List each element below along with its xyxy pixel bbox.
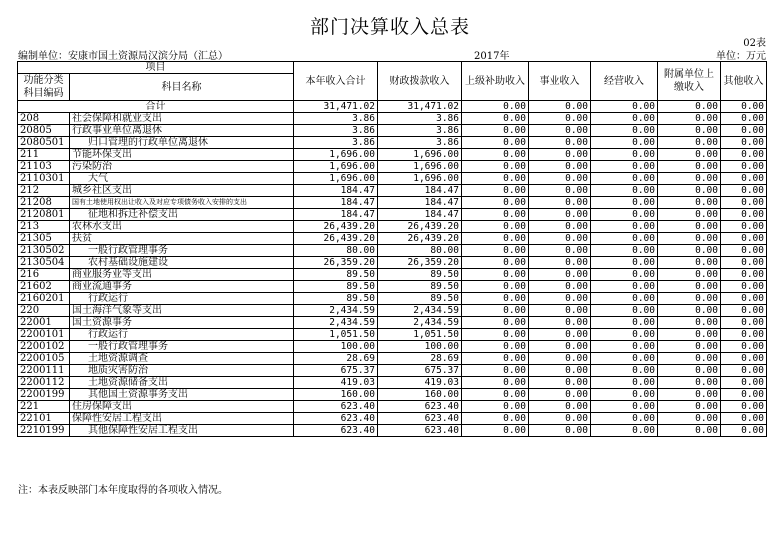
amount-cell: 1,696.00: [378, 173, 462, 185]
amount-cell: 0.00: [591, 329, 658, 341]
amount-cell: 0.00: [462, 149, 529, 161]
amount-cell: 0.00: [658, 389, 721, 401]
amount-cell: 184.47: [294, 197, 378, 209]
subject-name-cell: 其他保障性安居工程支出: [70, 425, 294, 437]
amount-cell: 623.40: [378, 413, 462, 425]
amount-cell: 160.00: [378, 389, 462, 401]
total-value: 31,471.02: [378, 101, 462, 113]
amount-cell: 0.00: [529, 245, 591, 257]
amount-cell: 0.00: [721, 401, 767, 413]
table-row: [18, 233, 767, 245]
amount-cell: 0.00: [721, 281, 767, 293]
amount-cell: 0.00: [658, 209, 721, 221]
amount-cell: 0.00: [658, 353, 721, 365]
amount-cell: 675.37: [294, 365, 378, 377]
amount-cell: 0.00: [721, 257, 767, 269]
amount-cell: 0.00: [721, 353, 767, 365]
amount-cell: 0.00: [462, 137, 529, 149]
header-row-item: [18, 62, 767, 74]
amount-cell: 0.00: [529, 209, 591, 221]
amount-cell: 184.47: [378, 185, 462, 197]
amount-cell: 0.00: [529, 317, 591, 329]
amount-cell: 0.00: [658, 221, 721, 233]
amount-cell: 0.00: [462, 425, 529, 437]
amount-cell: 0.00: [591, 413, 658, 425]
col-header-superior-subsidy: 上级补助收入: [462, 62, 529, 101]
amount-cell: 0.00: [721, 233, 767, 245]
amount-cell: 0.00: [529, 197, 591, 209]
amount-cell: 1,696.00: [294, 173, 378, 185]
amount-cell: 0.00: [462, 401, 529, 413]
subject-name-cell: 农村基础设施建设: [70, 257, 294, 269]
subject-name-cell: 归口管理的行政单位离退休: [70, 137, 294, 149]
amount-cell: 0.00: [591, 233, 658, 245]
table-row: [18, 317, 767, 329]
report-meta-line: [18, 47, 766, 60]
table-footnote: 注：本表反映部门本年度取得的各项收入情况。: [18, 485, 228, 496]
subject-name-cell: 国有土地使用权出让收入及对应专项债务收入安排的支出: [70, 197, 294, 209]
amount-cell: 0.00: [721, 389, 767, 401]
amount-cell: 0.00: [721, 113, 767, 125]
amount-cell: 623.40: [378, 401, 462, 413]
amount-cell: 3.86: [294, 125, 378, 137]
amount-cell: 3.86: [294, 137, 378, 149]
amount-cell: 0.00: [529, 221, 591, 233]
func-code-cell: 2130502: [18, 245, 70, 257]
amount-cell: 0.00: [591, 281, 658, 293]
col-header-affiliate-remittance: 附属单位上缴收入: [658, 62, 721, 101]
table-row: [18, 125, 767, 137]
amount-cell: 89.50: [378, 269, 462, 281]
amount-cell: 0.00: [658, 401, 721, 413]
reporting-unit: 编制单位：安康市国土资源局汉滨分局（汇总）: [18, 51, 228, 62]
amount-cell: 0.00: [591, 185, 658, 197]
func-code-cell: 2110301: [18, 173, 70, 185]
amount-cell: 184.47: [294, 209, 378, 221]
amount-cell: 0.00: [658, 365, 721, 377]
total-value: 31,471.02: [294, 101, 378, 113]
amount-cell: 3.86: [378, 137, 462, 149]
amount-cell: 0.00: [721, 377, 767, 389]
table-row: [18, 377, 767, 389]
subject-name-header: 科目名称: [70, 74, 294, 101]
amount-cell: 0.00: [529, 401, 591, 413]
func-code-cell: 220: [18, 305, 70, 317]
amount-cell: 0.00: [462, 113, 529, 125]
amount-cell: 1,696.00: [294, 149, 378, 161]
amount-cell: 0.00: [591, 197, 658, 209]
amount-cell: 0.00: [721, 329, 767, 341]
amount-cell: 0.00: [529, 113, 591, 125]
amount-cell: 26,439.20: [378, 233, 462, 245]
amount-cell: 0.00: [658, 185, 721, 197]
amount-cell: 89.50: [294, 281, 378, 293]
amount-cell: 623.40: [294, 425, 378, 437]
amount-cell: 0.00: [658, 269, 721, 281]
amount-cell: 0.00: [529, 353, 591, 365]
func-code-cell: 2120801: [18, 209, 70, 221]
amount-cell: 26,439.20: [294, 221, 378, 233]
amount-cell: 0.00: [529, 161, 591, 173]
amount-cell: 0.00: [529, 329, 591, 341]
func-code-cell: 2200199: [18, 389, 70, 401]
func-code-cell: 211: [18, 149, 70, 161]
func-code-cell: 212: [18, 185, 70, 197]
amount-cell: 0.00: [529, 269, 591, 281]
amount-cell: 0.00: [721, 209, 767, 221]
amount-cell: 0.00: [721, 293, 767, 305]
table-row: [18, 113, 767, 125]
total-value: 0.00: [462, 101, 529, 113]
amount-cell: 0.00: [591, 173, 658, 185]
table-row: [18, 293, 767, 305]
table-row: [18, 221, 767, 233]
amount-cell: 0.00: [658, 413, 721, 425]
amount-cell: 184.47: [294, 185, 378, 197]
table-row: [18, 353, 767, 365]
amount-cell: 0.00: [462, 221, 529, 233]
amount-cell: 0.00: [658, 113, 721, 125]
amount-cell: 419.03: [378, 377, 462, 389]
currency-unit: 单位：万元: [716, 51, 766, 62]
amount-cell: 2,434.59: [378, 305, 462, 317]
subject-name-cell: 城乡社区支出: [70, 185, 294, 197]
amount-cell: 0.00: [721, 305, 767, 317]
amount-cell: 28.69: [378, 353, 462, 365]
table-row: [18, 329, 767, 341]
func-code-cell: 2200105: [18, 353, 70, 365]
func-code-cell: 21208: [18, 197, 70, 209]
func-code-cell: 21103: [18, 161, 70, 173]
amount-cell: 0.00: [529, 425, 591, 437]
amount-cell: 0.00: [529, 233, 591, 245]
func-code-cell: 22001: [18, 317, 70, 329]
amount-cell: 0.00: [529, 137, 591, 149]
amount-cell: 0.00: [721, 137, 767, 149]
amount-cell: 0.00: [462, 377, 529, 389]
table-row: [18, 365, 767, 377]
amount-cell: 0.00: [591, 389, 658, 401]
subject-name-cell: 其他国土资源事务支出: [70, 389, 294, 401]
subject-name-cell: 征地和拆迁补偿支出: [70, 209, 294, 221]
amount-cell: 0.00: [529, 365, 591, 377]
amount-cell: 0.00: [658, 137, 721, 149]
amount-cell: 26,439.20: [378, 221, 462, 233]
form-code: 02表: [743, 38, 766, 49]
amount-cell: 0.00: [529, 185, 591, 197]
subject-name-cell: 扶贫: [70, 233, 294, 245]
amount-cell: 28.69: [294, 353, 378, 365]
amount-cell: 0.00: [462, 281, 529, 293]
amount-cell: 0.00: [658, 125, 721, 137]
subject-name-cell: 土地资源调查: [70, 353, 294, 365]
table-row: [18, 149, 767, 161]
subject-name-cell: 住房保障支出: [70, 401, 294, 413]
amount-cell: 0.00: [721, 341, 767, 353]
table-row: [18, 281, 767, 293]
amount-cell: 0.00: [658, 281, 721, 293]
amount-cell: 0.00: [591, 377, 658, 389]
amount-cell: 0.00: [462, 257, 529, 269]
col-header-business-income: 事业收入: [529, 62, 591, 101]
amount-cell: 1,051.50: [294, 329, 378, 341]
amount-cell: 0.00: [591, 305, 658, 317]
subject-name-cell: 大气: [70, 173, 294, 185]
amount-cell: 0.00: [591, 341, 658, 353]
subject-name-cell: 行政事业单位离退休: [70, 125, 294, 137]
amount-cell: 0.00: [591, 269, 658, 281]
amount-cell: 0.00: [658, 161, 721, 173]
amount-cell: 26,439.20: [294, 233, 378, 245]
col-header-total-income: 本年收入合计: [294, 62, 378, 101]
amount-cell: 0.00: [591, 137, 658, 149]
amount-cell: 0.00: [529, 377, 591, 389]
subject-name-cell: 商业服务业等支出: [70, 269, 294, 281]
amount-cell: 0.00: [591, 161, 658, 173]
amount-cell: 1,696.00: [378, 161, 462, 173]
amount-cell: 0.00: [658, 149, 721, 161]
amount-cell: 0.00: [591, 113, 658, 125]
table-row: [18, 197, 767, 209]
subject-name-cell: 商业流通事务: [70, 281, 294, 293]
subject-name-cell: 节能环保支出: [70, 149, 294, 161]
amount-cell: 0.00: [591, 401, 658, 413]
amount-cell: 623.40: [378, 425, 462, 437]
subject-name-cell: 社会保障和就业支出: [70, 113, 294, 125]
func-code-cell: 208: [18, 113, 70, 125]
amount-cell: 0.00: [658, 341, 721, 353]
amount-cell: 0.00: [462, 185, 529, 197]
subject-name-cell: 行政运行: [70, 293, 294, 305]
amount-cell: 0.00: [462, 389, 529, 401]
amount-cell: 0.00: [721, 365, 767, 377]
amount-cell: 0.00: [529, 293, 591, 305]
table-row: [18, 401, 767, 413]
report-year: 2017年: [474, 51, 510, 62]
amount-cell: 0.00: [658, 257, 721, 269]
amount-cell: 0.00: [658, 197, 721, 209]
amount-cell: 2,434.59: [294, 317, 378, 329]
amount-cell: 0.00: [591, 353, 658, 365]
amount-cell: 0.00: [591, 209, 658, 221]
amount-cell: 0.00: [591, 125, 658, 137]
table-row: [18, 341, 767, 353]
func-code-cell: 2200102: [18, 341, 70, 353]
amount-cell: 0.00: [529, 281, 591, 293]
amount-cell: 0.00: [721, 161, 767, 173]
item-header: 项目: [18, 62, 294, 74]
amount-cell: 0.00: [591, 221, 658, 233]
amount-cell: 26,359.20: [294, 257, 378, 269]
total-row: [18, 101, 767, 113]
table-row: [18, 389, 767, 401]
amount-cell: 3.86: [378, 113, 462, 125]
amount-cell: 1,696.00: [378, 149, 462, 161]
amount-cell: 0.00: [591, 317, 658, 329]
subject-name-cell: 地质灾害防治: [70, 365, 294, 377]
amount-cell: 0.00: [591, 149, 658, 161]
amount-cell: 0.00: [591, 425, 658, 437]
func-code-cell: 21305: [18, 233, 70, 245]
amount-cell: 0.00: [721, 173, 767, 185]
total-label: 合计: [18, 101, 294, 113]
amount-cell: 100.00: [378, 341, 462, 353]
func-code-cell: 2200111: [18, 365, 70, 377]
amount-cell: 0.00: [591, 365, 658, 377]
amount-cell: 89.50: [294, 269, 378, 281]
col-header-operating-income: 经营收入: [591, 62, 658, 101]
func-code-cell: 213: [18, 221, 70, 233]
amount-cell: 0.00: [658, 377, 721, 389]
total-value: 0.00: [591, 101, 658, 113]
amount-cell: 0.00: [462, 305, 529, 317]
table-row: [18, 245, 767, 257]
amount-cell: 0.00: [462, 353, 529, 365]
subject-name-cell: 行政运行: [70, 329, 294, 341]
table-row: [18, 425, 767, 437]
amount-cell: 1,051.50: [378, 329, 462, 341]
amount-cell: 0.00: [462, 329, 529, 341]
func-code-cell: 2200101: [18, 329, 70, 341]
amount-cell: 3.86: [378, 125, 462, 137]
subject-name-cell: 土地资源储备支出: [70, 377, 294, 389]
amount-cell: 0.00: [721, 197, 767, 209]
amount-cell: 0.00: [721, 245, 767, 257]
subject-name-cell: 一般行政管理事务: [70, 341, 294, 353]
amount-cell: 0.00: [658, 425, 721, 437]
func-code-cell: 22101: [18, 413, 70, 425]
amount-cell: 2,434.59: [294, 305, 378, 317]
table-row: [18, 257, 767, 269]
table-row: [18, 137, 767, 149]
amount-cell: 0.00: [529, 341, 591, 353]
func-code-cell: 21602: [18, 281, 70, 293]
amount-cell: 0.00: [462, 233, 529, 245]
amount-cell: 1,696.00: [294, 161, 378, 173]
subject-name-cell: 国土海洋气象等支出: [70, 305, 294, 317]
table-row: [18, 161, 767, 173]
amount-cell: 0.00: [462, 197, 529, 209]
amount-cell: 160.00: [294, 389, 378, 401]
func-code-cell: 2130504: [18, 257, 70, 269]
amount-cell: 0.00: [462, 269, 529, 281]
subject-name-cell: 国土资源事务: [70, 317, 294, 329]
amount-cell: 0.00: [462, 413, 529, 425]
amount-cell: 0.00: [462, 365, 529, 377]
amount-cell: 0.00: [462, 317, 529, 329]
amount-cell: 0.00: [658, 293, 721, 305]
subject-name-cell: 污染防治: [70, 161, 294, 173]
table-row: [18, 413, 767, 425]
amount-cell: 0.00: [721, 317, 767, 329]
amount-cell: 0.00: [658, 317, 721, 329]
amount-cell: 0.00: [721, 149, 767, 161]
table-row: [18, 185, 767, 197]
amount-cell: 0.00: [462, 245, 529, 257]
table-row: [18, 173, 767, 185]
report-title: 部门决算收入总表: [309, 16, 470, 38]
amount-cell: 0.00: [529, 173, 591, 185]
amount-cell: 0.00: [658, 329, 721, 341]
table-row: [18, 305, 767, 317]
subject-name-cell: 农林水支出: [70, 221, 294, 233]
func-code-header: 功能分类科目编码: [18, 74, 70, 101]
amount-cell: 623.40: [294, 413, 378, 425]
amount-cell: 0.00: [529, 125, 591, 137]
amount-cell: 184.47: [378, 209, 462, 221]
amount-cell: 0.00: [658, 233, 721, 245]
amount-cell: 0.00: [658, 245, 721, 257]
amount-cell: 0.00: [591, 245, 658, 257]
amount-cell: 100.00: [294, 341, 378, 353]
amount-cell: 0.00: [462, 125, 529, 137]
amount-cell: 80.00: [378, 245, 462, 257]
amount-cell: 0.00: [462, 293, 529, 305]
amount-cell: 0.00: [591, 257, 658, 269]
col-header-other-income: 其他收入: [721, 62, 767, 101]
amount-cell: 80.00: [294, 245, 378, 257]
func-code-cell: 221: [18, 401, 70, 413]
amount-cell: 0.00: [529, 389, 591, 401]
func-code-cell: 20805: [18, 125, 70, 137]
amount-cell: 184.47: [378, 197, 462, 209]
total-value: 0.00: [658, 101, 721, 113]
amount-cell: 2,434.59: [378, 317, 462, 329]
col-header-fiscal-appropriation: 财政拨款收入: [378, 62, 462, 101]
amount-cell: 0.00: [721, 125, 767, 137]
amount-cell: 0.00: [529, 257, 591, 269]
table-row: [18, 209, 767, 221]
amount-cell: 0.00: [529, 305, 591, 317]
func-code-cell: 216: [18, 269, 70, 281]
income-summary-table: [17, 61, 767, 437]
amount-cell: 0.00: [721, 413, 767, 425]
table-row: [18, 269, 767, 281]
amount-cell: 0.00: [529, 149, 591, 161]
amount-cell: 0.00: [721, 185, 767, 197]
total-value: 0.00: [529, 101, 591, 113]
subject-name-cell: 一般行政管理事务: [70, 245, 294, 257]
func-code-cell: 2160201: [18, 293, 70, 305]
amount-cell: 0.00: [462, 341, 529, 353]
total-value: 0.00: [721, 101, 767, 113]
amount-cell: 675.37: [378, 365, 462, 377]
amount-cell: 89.50: [294, 293, 378, 305]
amount-cell: 0.00: [721, 221, 767, 233]
amount-cell: 89.50: [378, 281, 462, 293]
amount-cell: 0.00: [721, 425, 767, 437]
func-code-cell: 2080501: [18, 137, 70, 149]
amount-cell: 623.40: [294, 401, 378, 413]
subject-name-cell: 保障性安居工程支出: [70, 413, 294, 425]
amount-cell: 3.86: [294, 113, 378, 125]
func-code-cell: 2200112: [18, 377, 70, 389]
amount-cell: 89.50: [378, 293, 462, 305]
amount-cell: 0.00: [462, 161, 529, 173]
func-code-cell: 2210199: [18, 425, 70, 437]
amount-cell: 0.00: [529, 413, 591, 425]
amount-cell: 0.00: [721, 269, 767, 281]
amount-cell: 0.00: [462, 173, 529, 185]
amount-cell: 26,359.20: [378, 257, 462, 269]
amount-cell: 419.03: [294, 377, 378, 389]
amount-cell: 0.00: [658, 305, 721, 317]
amount-cell: 0.00: [462, 209, 529, 221]
amount-cell: 0.00: [658, 173, 721, 185]
amount-cell: 0.00: [591, 293, 658, 305]
